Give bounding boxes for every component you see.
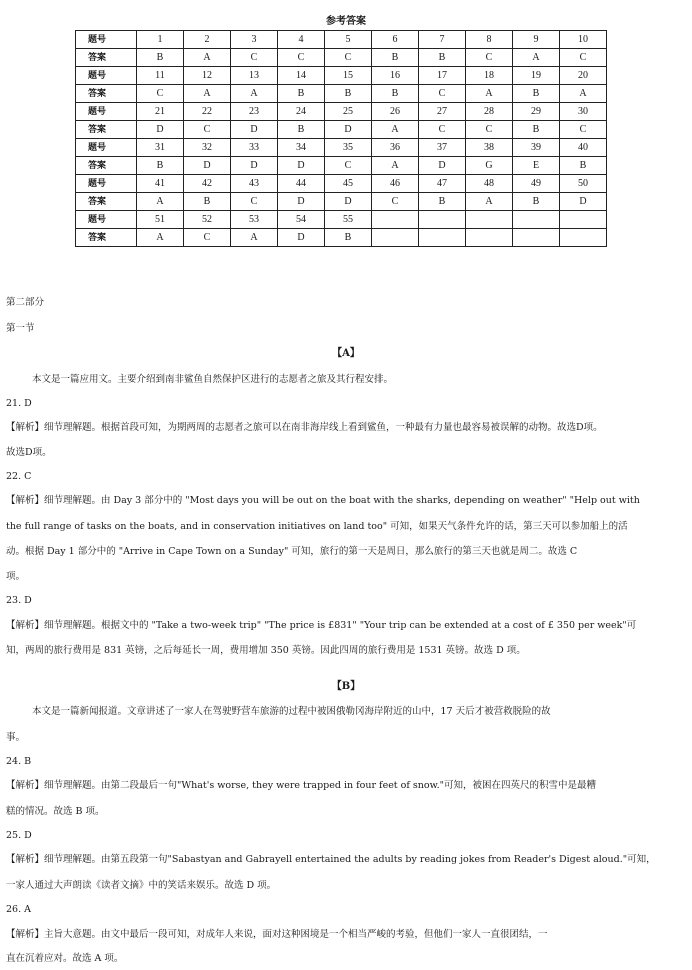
answer-row — [76, 121, 607, 139]
answer-cell: C — [231, 49, 278, 67]
question-number-cell: 35 — [325, 139, 372, 157]
question-number-row — [76, 175, 607, 193]
question-number-cell: 40 — [560, 139, 607, 157]
explanation-23-line2: 知，两周的旅行费用是 831 英镑，之后每延长一周，费用增加 350 英镑。因此四周的旅行费用是 1531 英镑。故选 D 项。 — [6, 645, 526, 656]
answer-cell: C — [372, 193, 419, 211]
answer-cell: D — [560, 193, 607, 211]
part-heading: 第二部分 — [6, 297, 45, 308]
answer-row — [76, 157, 607, 175]
answer-cell: A — [184, 85, 231, 103]
question-number-cell: 6 — [372, 31, 419, 49]
section-b-heading: 【B】 — [331, 681, 361, 692]
question-number-cell: 16 — [372, 67, 419, 85]
answer-cell: G — [466, 157, 513, 175]
answer-cell: C — [560, 49, 607, 67]
answer-row — [76, 85, 607, 103]
answer-cell: A — [231, 85, 278, 103]
question-number-cell: 23 — [231, 103, 278, 121]
question-number-cell: 22 — [184, 103, 231, 121]
explanation-24-line1: 【解析】细节理解题。由第二段最后一句"What's worse, they were trapped in four feet of snow."可知，被困在四英尺的积雪中是最糟 — [6, 780, 597, 791]
section-b-intro-line1: 本文是一篇新闻报道。文章讲述了一家人在驾驶野营车旅游的过程中被困俄勒冈海岸附近的山中，17 天后才被营救脱险的故 — [32, 706, 551, 717]
answer-cell: C — [419, 121, 466, 139]
question-number-cell: 39 — [513, 139, 560, 157]
question-number-cell: 24 — [278, 103, 325, 121]
explanation-22-line2: the full range of tasks on the boats, and in conservation initiatives on land too" 可知，如果天气条件允许的话，第三天可以参加船上的活 — [6, 521, 628, 532]
question-number-cell: 8 — [466, 31, 513, 49]
question-number-cell: 29 — [513, 103, 560, 121]
answer-cell: A — [560, 85, 607, 103]
answer-cell: C — [419, 85, 466, 103]
answer-cell: B — [184, 193, 231, 211]
question-number-cell — [466, 211, 513, 229]
section-a-heading: 【A】 — [332, 348, 360, 359]
question-number-cell: 37 — [419, 139, 466, 157]
answer-cell: B — [419, 193, 466, 211]
question-number-cell: 43 — [231, 175, 278, 193]
answer-cell: D — [325, 121, 372, 139]
question-number-cell: 41 — [137, 175, 184, 193]
question-number-cell: 10 — [560, 31, 607, 49]
question-number-cell: 17 — [419, 67, 466, 85]
answer-row-label: 答案 — [76, 157, 137, 175]
question-number-cell: 21 — [137, 103, 184, 121]
answer-cell: B — [325, 229, 372, 247]
answer-cell — [419, 229, 466, 247]
answer-cell: B — [137, 49, 184, 67]
answer-cell: C — [184, 229, 231, 247]
question-number-row — [76, 31, 607, 49]
answer-row-label: 答案 — [76, 229, 137, 247]
answer-cell: A — [466, 193, 513, 211]
answer-cell: B — [372, 85, 419, 103]
answer-cell: A — [137, 229, 184, 247]
question-number-cell: 47 — [419, 175, 466, 193]
section-heading: 第一节 — [6, 323, 35, 334]
answer-cell: C — [184, 121, 231, 139]
question-number-cell: 46 — [372, 175, 419, 193]
answer-cell: C — [231, 193, 278, 211]
answer-table — [75, 30, 607, 247]
explanation-24-line2: 糕的情况。故选 B 项。 — [6, 806, 105, 817]
answer-cell: D — [137, 121, 184, 139]
question-number-cell: 34 — [278, 139, 325, 157]
answer-cell: C — [325, 157, 372, 175]
question-number-cell: 5 — [325, 31, 372, 49]
answer-row — [76, 49, 607, 67]
answer-cell: B — [325, 85, 372, 103]
question-number-cell: 3 — [231, 31, 278, 49]
question-number-row — [76, 139, 607, 157]
answer-24: 24. B — [6, 756, 32, 767]
answer-row — [76, 193, 607, 211]
question-number-cell: 2 — [184, 31, 231, 49]
explanation-25-line2: 一家人通过大声朗读《读者文摘》中的笑话来娱乐。故选 D 项。 — [6, 880, 277, 891]
answer-cell: A — [231, 229, 278, 247]
question-number-cell: 32 — [184, 139, 231, 157]
answer-cell: B — [278, 85, 325, 103]
question-number-cell: 50 — [560, 175, 607, 193]
answer-cell: C — [325, 49, 372, 67]
answer-row-label: 答案 — [76, 121, 137, 139]
answer-cell — [513, 229, 560, 247]
question-number-cell — [419, 211, 466, 229]
question-number-cell: 54 — [278, 211, 325, 229]
question-number-cell — [513, 211, 560, 229]
question-number-cell: 51 — [137, 211, 184, 229]
question-number-cell: 7 — [419, 31, 466, 49]
answer-cell — [560, 229, 607, 247]
section-a-intro: 本文是一篇应用文。主要介绍到南非鲨鱼自然保护区进行的志愿者之旅及其行程安排。 — [32, 374, 394, 385]
answer-cell: A — [372, 121, 419, 139]
question-number-cell: 31 — [137, 139, 184, 157]
question-number-cell: 42 — [184, 175, 231, 193]
answer-23: 23. D — [6, 595, 32, 606]
question-number-cell: 26 — [372, 103, 419, 121]
answer-25: 25. D — [6, 830, 32, 841]
question-number-row-label: 题号 — [76, 31, 137, 49]
answer-cell: C — [278, 49, 325, 67]
question-number-cell: 25 — [325, 103, 372, 121]
answer-21: 21. D — [6, 398, 32, 409]
explanation-22-line3: 动。根据 Day 1 部分中的 "Arrive in Cape Town on a Sunday" 可知，旅行的第一天是周日，那么旅行的第三天也就是周二。故选 C — [6, 546, 578, 557]
answer-cell: D — [231, 157, 278, 175]
answer-row-label: 答案 — [76, 193, 137, 211]
answer-cell: D — [278, 157, 325, 175]
answer-cell: E — [513, 157, 560, 175]
question-number-cell: 28 — [466, 103, 513, 121]
question-number-cell: 44 — [278, 175, 325, 193]
answer-cell: C — [466, 121, 513, 139]
answer-cell: B — [372, 49, 419, 67]
answer-cell: D — [231, 121, 278, 139]
answer-cell: B — [419, 49, 466, 67]
question-number-cell: 36 — [372, 139, 419, 157]
answer-cell: D — [419, 157, 466, 175]
answer-cell: C — [137, 85, 184, 103]
explanation-21-end: 故选D项。 — [6, 447, 52, 458]
question-number-row — [76, 67, 607, 85]
question-number-cell: 27 — [419, 103, 466, 121]
answer-row-label: 答案 — [76, 49, 137, 67]
answer-cell: A — [137, 193, 184, 211]
question-number-cell: 49 — [513, 175, 560, 193]
section-b-intro-line2: 事。 — [6, 732, 26, 743]
answer-cell: B — [513, 85, 560, 103]
explanation-25-line1: 【解析】细节理解题。由第五段第一句"Sabastyan and Gabrayell entertained the adults by reading jokes from Reader's Digest aloud."可知， — [6, 854, 656, 865]
question-number-cell: 48 — [466, 175, 513, 193]
question-number-cell: 11 — [137, 67, 184, 85]
explanation-22-line1: 【解析】细节理解题。由 Day 3 部分中的 "Most days you will be out on the boat with the sharks, depending on weather" "Help out with — [6, 495, 640, 506]
answer-cell: A — [372, 157, 419, 175]
question-number-cell: 30 — [560, 103, 607, 121]
question-number-cell — [560, 211, 607, 229]
question-number-row-label: 题号 — [76, 175, 137, 193]
answer-row — [76, 229, 607, 247]
question-number-cell: 33 — [231, 139, 278, 157]
answer-cell: B — [513, 121, 560, 139]
page-title: 参考答案 — [326, 16, 366, 27]
answer-cell: B — [278, 121, 325, 139]
question-number-cell: 38 — [466, 139, 513, 157]
explanation-26-line2: 直在沉着应对。故选 A 项。 — [6, 953, 124, 964]
question-number-row-label: 题号 — [76, 211, 137, 229]
question-number-row — [76, 103, 607, 121]
answer-cell: D — [278, 229, 325, 247]
question-number-cell: 52 — [184, 211, 231, 229]
answer-cell: B — [137, 157, 184, 175]
explanation-23-line1: 【解析】细节理解题。根据文中的 "Take a two-week trip" "The price is £831" "Your trip can be extended at a cost of £ 350 per week"可 — [6, 620, 637, 631]
question-number-cell: 45 — [325, 175, 372, 193]
question-number-cell: 4 — [278, 31, 325, 49]
question-number-cell: 13 — [231, 67, 278, 85]
question-number-cell: 15 — [325, 67, 372, 85]
answer-cell: D — [278, 193, 325, 211]
answer-cell: A — [513, 49, 560, 67]
question-number-cell: 12 — [184, 67, 231, 85]
question-number-row — [76, 211, 607, 229]
answer-cell: C — [466, 49, 513, 67]
answer-cell: C — [560, 121, 607, 139]
answer-22: 22. C — [6, 471, 32, 482]
question-number-cell: 1 — [137, 31, 184, 49]
question-number-cell — [372, 211, 419, 229]
answer-row-label: 答案 — [76, 85, 137, 103]
answer-cell: B — [513, 193, 560, 211]
question-number-cell: 18 — [466, 67, 513, 85]
answer-cell: A — [184, 49, 231, 67]
explanation-22-line4: 项。 — [6, 571, 26, 582]
question-number-cell: 14 — [278, 67, 325, 85]
answer-cell: D — [184, 157, 231, 175]
answer-cell — [466, 229, 513, 247]
answer-cell: A — [466, 85, 513, 103]
explanation-26-line1: 【解析】主旨大意题。由文中最后一段可知，对成年人来说，面对这种困境是一个相当严峻的考验，但他们一家人一直很团结，一 — [6, 929, 548, 940]
question-number-row-label: 题号 — [76, 103, 137, 121]
question-number-cell: 20 — [560, 67, 607, 85]
answer-cell: D — [325, 193, 372, 211]
question-number-cell: 9 — [513, 31, 560, 49]
question-number-row-label: 题号 — [76, 139, 137, 157]
answer-26: 26. A — [6, 904, 31, 915]
question-number-row-label: 题号 — [76, 67, 137, 85]
question-number-cell: 55 — [325, 211, 372, 229]
question-number-cell: 19 — [513, 67, 560, 85]
answer-cell: B — [560, 157, 607, 175]
answer-cell — [372, 229, 419, 247]
explanation-21: 【解析】细节理解题。根据首段可知，为期两周的志愿者之旅可以在南非海岸线上看到鲨鱼，一种最有力量也最容易被误解的动物。故选D项。 — [6, 422, 603, 433]
question-number-cell: 53 — [231, 211, 278, 229]
